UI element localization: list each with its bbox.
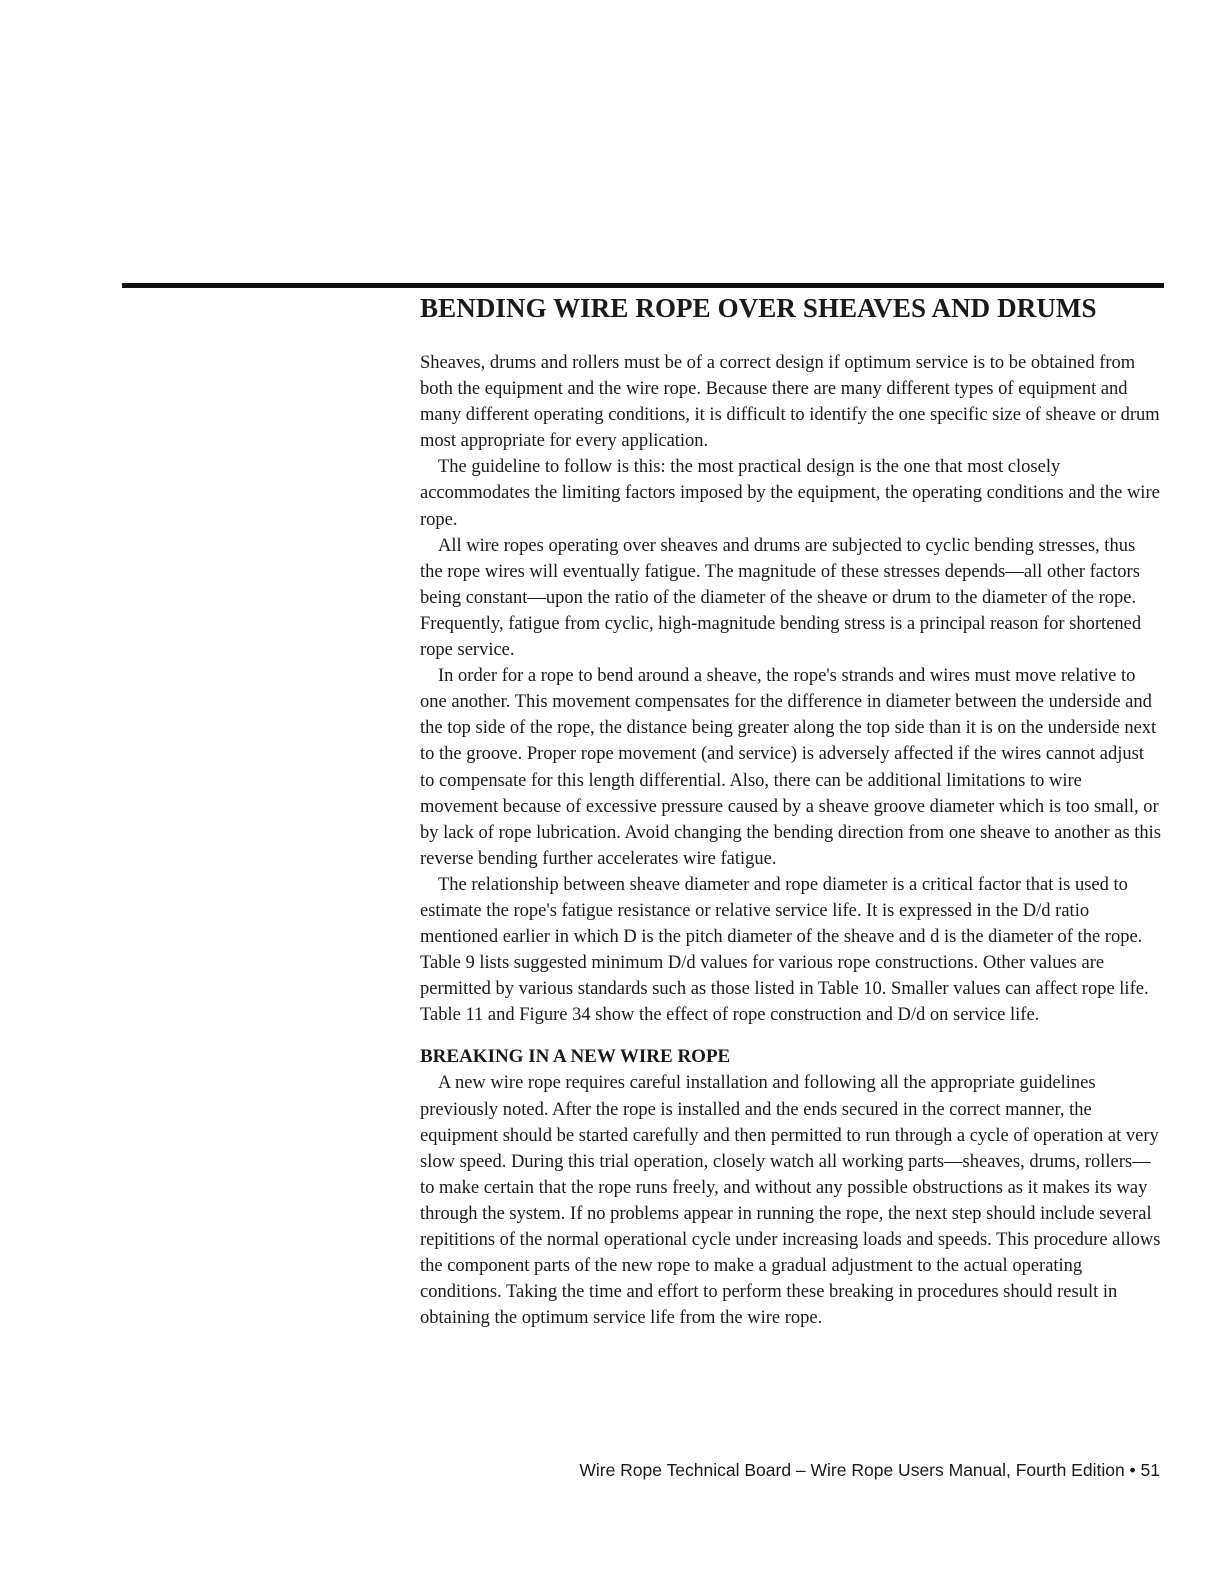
subsection-title: BREAKING IN A NEW WIRE ROPE [420, 1046, 731, 1068]
paragraph-guideline: The guideline to follow is this: the most practical design is the one that most closely accommodates the limiting factors imposed by the equipment, the operating conditions and the wire rope. [420, 457, 1160, 530]
page-footer: Wire Rope Technical Board – Wire Rope Users Manual, Fourth Edition • 51 [579, 1460, 1160, 1480]
page-content [420, 292, 1162, 1331]
paragraph-breaking-in: A new wire rope requires careful installation and following all the appropriate guidelines previously noted. After the rope is installed and the ends secured in the correct manner, the equipment should be started carefully and then permitted to run through a cycle of operation at very slow speed. During this trial operation, closely watch all working parts—sheaves, drums, rollers—to make certain that the rope runs freely, and without any possible obstructions as it makes its way through the system. If no problems appear in running the rope, the next step should include several repititions of the normal operational cycle under increasing loads and speeds. This procedure allows the component parts of the new rope to make a gradual adjustment to the actual operating conditions. Taking the time and effort to perform these breaking in procedures should result in obtaining the optimum service life from the wire rope. [420, 1073, 1161, 1329]
section-title: BENDING WIRE ROPE OVER SHEAVES AND DRUMS [420, 293, 1097, 323]
paragraph-strand-movement: In order for a rope to bend around a sheave, the rope's strands and wires must move relative to one another. This movement compensates for the difference in diameter between the underside and the top side of the rope, the distance being greater along the top side than it is on the underside next to the groove. Proper rope movement (and service) is adversely affected if the wires cannot adjust to compensate for this length differential. Also, there can be additional limitations to wire movement because of excessive pressure caused by a sheave groove diameter which is too small, or by lack of rope lubrication. Avoid changing the bending direction from one sheave to another as this reverse bending further accelerates wire fatigue. [420, 666, 1161, 869]
section-divider-rule [122, 283, 1164, 288]
paragraph-cyclic-bending: All wire ropes operating over sheaves and drums are subjected to cyclic bending stresses, thus the rope wires will eventually fatigue. The magnitude of these stresses depends—all other factors being constant—upon the ratio of the diameter of the sheave or drum to the diameter of the rope. Frequently, fatigue from cyclic, high-magnitude bending stress is a principal reason for shortened rope service. [420, 535, 1142, 661]
paragraph-dd-ratio: The relationship between sheave diameter and rope diameter is a critical factor that is used to estimate the rope's fatigue resistance or relative service life. It is expressed in the D/d ratio mentioned earlier in which D is the pitch diameter of the sheave and d is the diameter of the rope. Table 9 lists suggested minimum D/d values for various rope constructions. Other values are permitted by various standards such as those listed in Table 10. Smaller values can affect rope life. Table 11 and Figure 34 show the effect of rope construction and D/d on service life. [420, 874, 1149, 1026]
paragraph-sheave-design: Sheaves, drums and rollers must be of a correct design if optimum service is to be obtained from both the equipment and the wire rope. Because there are many different types of equipment and many different operating conditions, it is difficult to identify the one specific size of sheave or drum most appropriate for every application. [420, 353, 1160, 452]
